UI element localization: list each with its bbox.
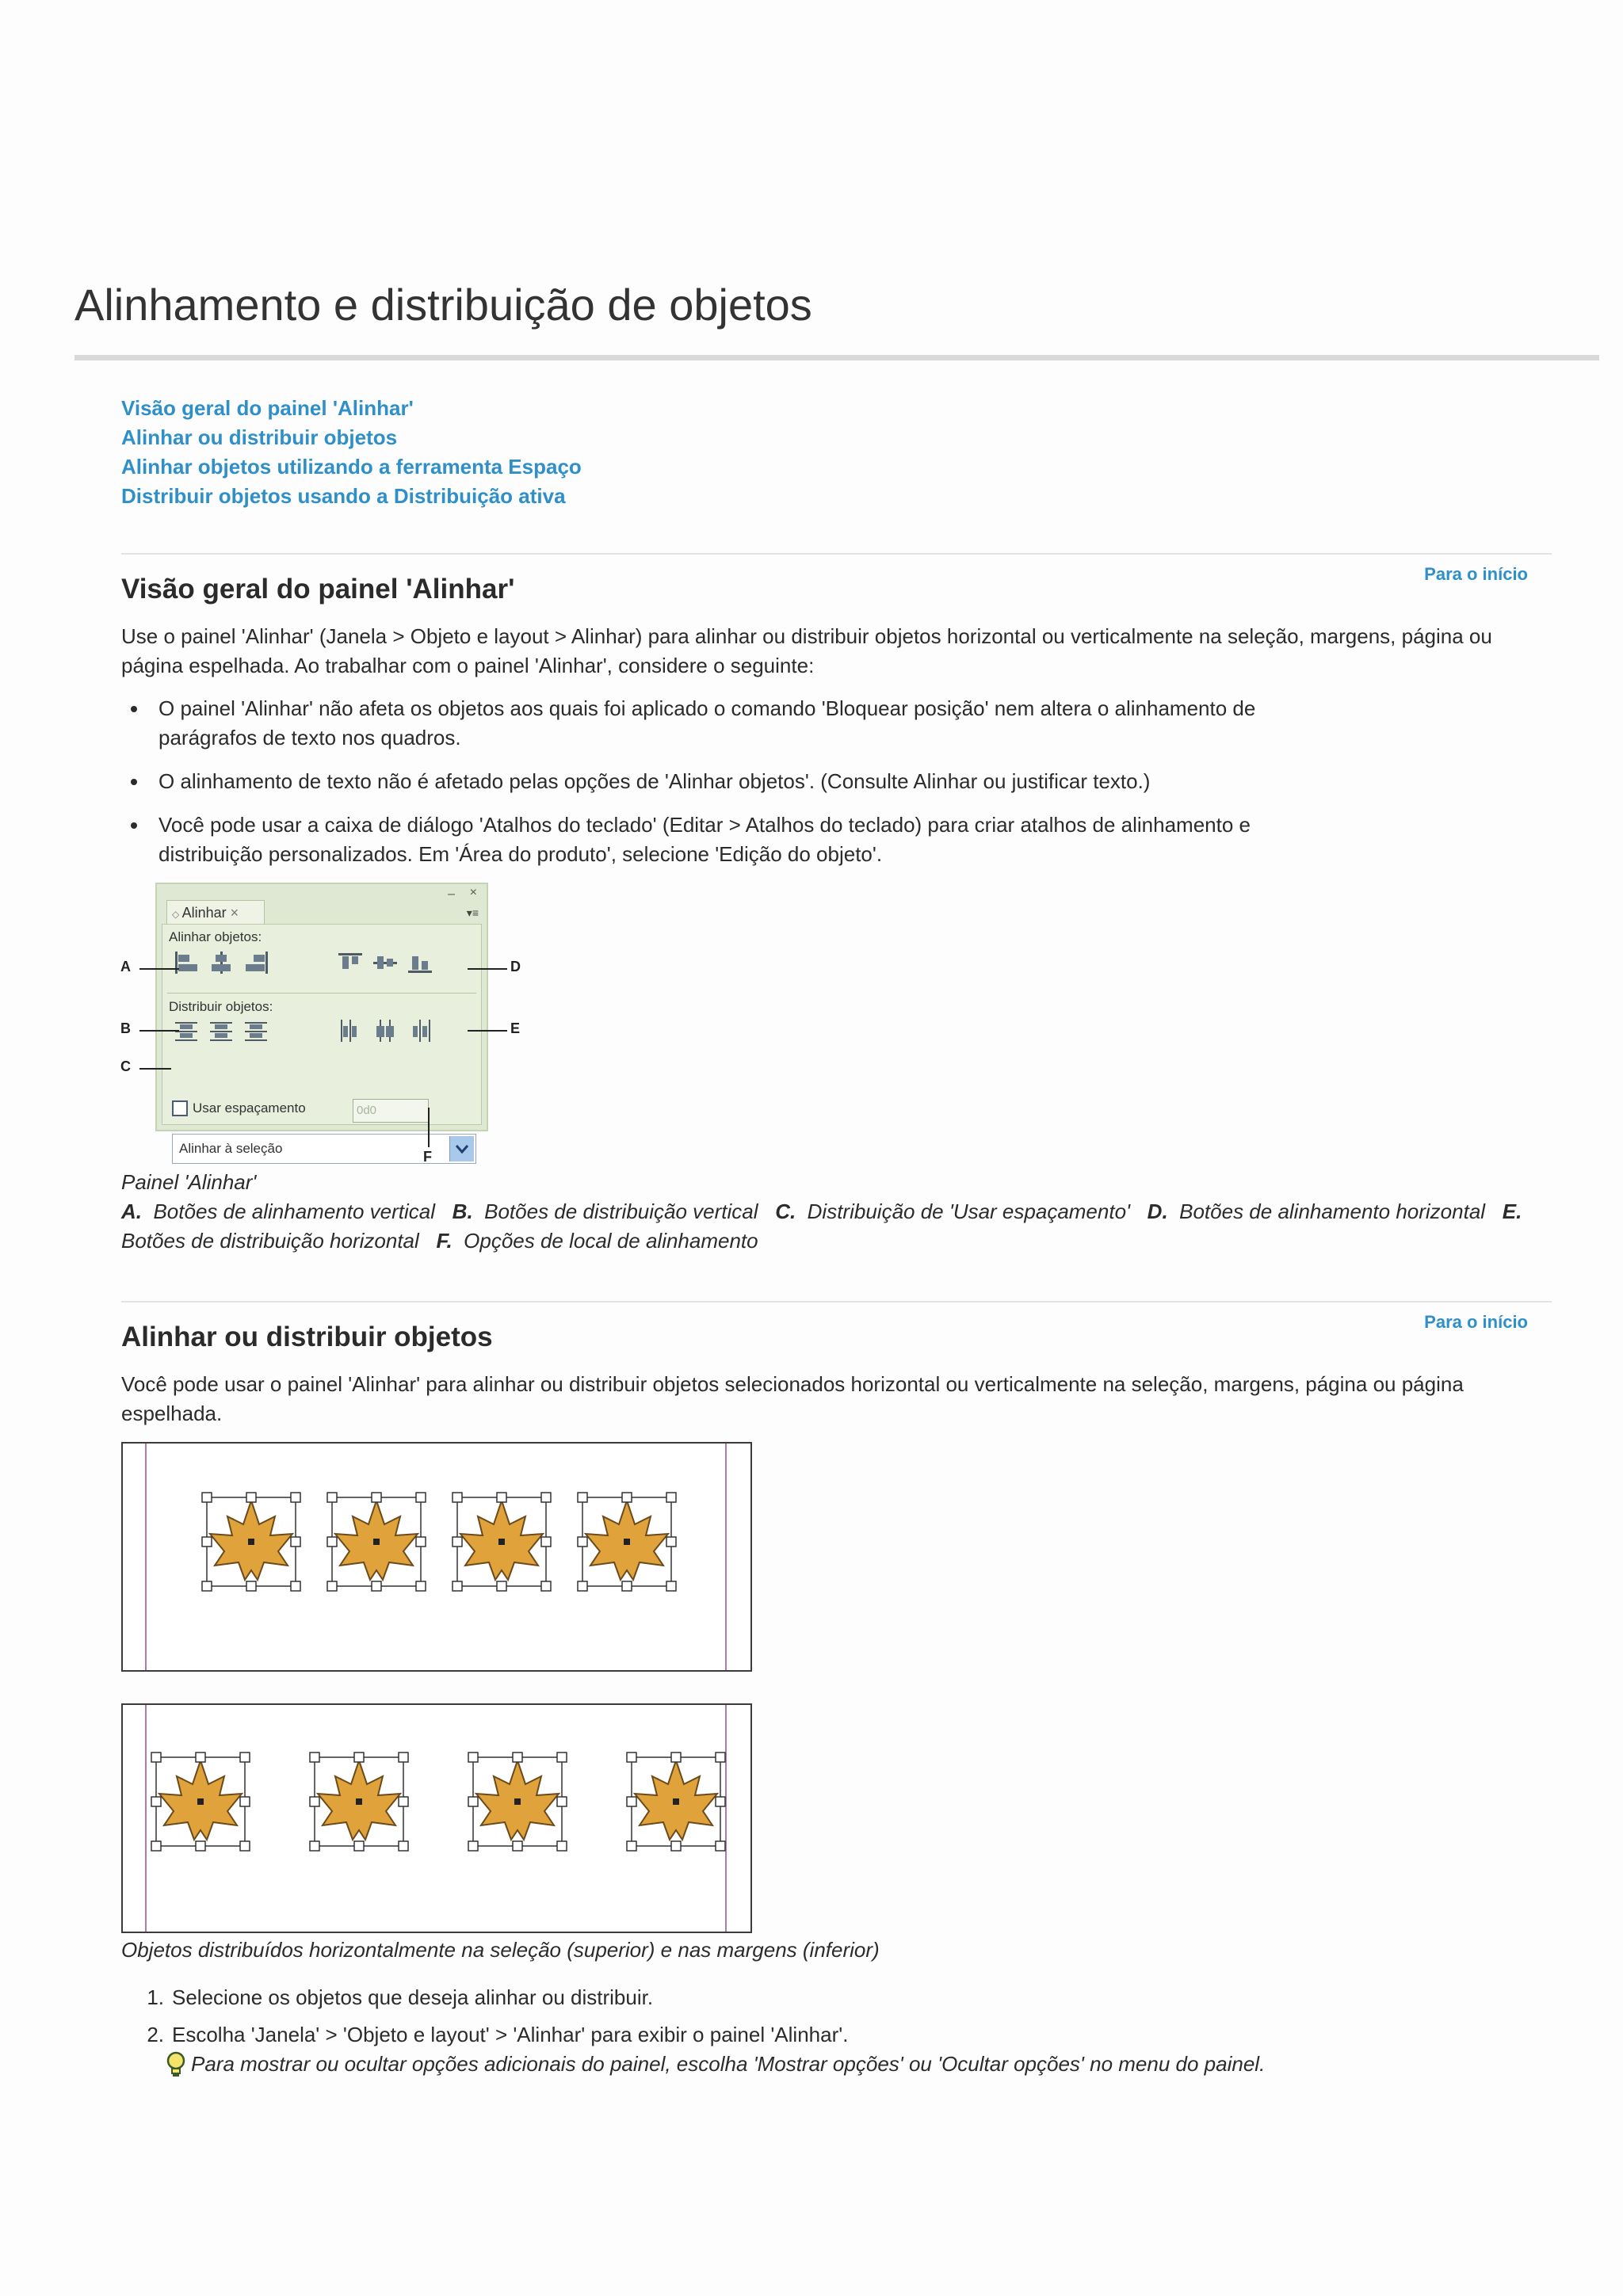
- center-point: [373, 1539, 380, 1545]
- caption-text: Botões de distribuição horizontal: [121, 1229, 419, 1253]
- distribute-vertical-centers-icon[interactable]: [208, 1020, 234, 1042]
- selection-handle: [202, 1493, 212, 1502]
- selection-handle: [453, 1581, 462, 1591]
- lightbulb-icon: [166, 2051, 186, 2078]
- vertical-align-buttons: [174, 952, 269, 974]
- leaf-object[interactable]: [310, 1753, 408, 1851]
- page-title: Alinhamento e distribuição de objetos: [74, 280, 812, 330]
- tab-alinhar[interactable]: [166, 900, 265, 924]
- align-vertical-centers-icon[interactable]: [373, 952, 399, 974]
- selection-handle: [468, 1753, 478, 1762]
- selection-handle: [372, 1581, 381, 1591]
- caption-letter: C.: [775, 1199, 796, 1223]
- align-bottom-edges-icon[interactable]: [408, 952, 433, 974]
- selection-handle: [671, 1753, 681, 1762]
- callout-line: [468, 1030, 507, 1032]
- use-spacing-label: Usar espaçamento: [193, 1100, 306, 1116]
- section-divider: [121, 1301, 1552, 1302]
- selection-handle: [151, 1797, 161, 1806]
- callout-line: [139, 1030, 179, 1032]
- align-to-value: Alinhar à seleção: [179, 1141, 283, 1156]
- selection-handle: [310, 1797, 319, 1806]
- caption-letter: F.: [436, 1229, 453, 1253]
- selection-handle: [151, 1841, 161, 1851]
- selection-handle: [497, 1493, 506, 1502]
- distribute-objects-label: Distribuir objetos:: [169, 999, 273, 1014]
- selection-handle: [310, 1841, 319, 1851]
- caption-letter: B.: [452, 1199, 473, 1223]
- callout-line: [139, 1068, 171, 1070]
- selection-handle: [399, 1753, 408, 1762]
- table-of-contents: [121, 394, 582, 511]
- section-heading: Visão geral do painel 'Alinhar': [121, 574, 515, 605]
- selection-handle: [557, 1797, 567, 1806]
- tip-note: [166, 2050, 1532, 2079]
- center-point: [624, 1539, 630, 1545]
- selection-handle: [310, 1753, 319, 1762]
- bullet-list: [121, 694, 1358, 883]
- step-text: Escolha 'Janela' > 'Objeto e layout' > 'Alinhar' para exibir o painel 'Alinhar'.: [172, 2023, 849, 2046]
- selection-handle: [666, 1581, 676, 1591]
- callout-d: D: [510, 959, 521, 974]
- callout-a: A: [120, 959, 131, 974]
- section-intro: Você pode usar o painel 'Alinhar' para alinhar ou distribuir objetos selecionados horizontal ou verticalmente na seleção, margens, página ou página espelhada.: [121, 1372, 1464, 1425]
- step-item: [121, 1983, 1532, 2012]
- selection-handle: [240, 1797, 250, 1806]
- center-point: [197, 1798, 204, 1805]
- center-point: [673, 1798, 679, 1805]
- align-objects-label: Alinhar objetos:: [169, 929, 262, 944]
- selection-handle: [202, 1537, 212, 1547]
- selection-handle: [541, 1493, 551, 1502]
- callout-line: [428, 1108, 430, 1147]
- step-text: Selecione os objetos que deseja alinhar ou distribuir.: [172, 1985, 654, 2009]
- selection-handle: [671, 1841, 681, 1851]
- caption-letter: D.: [1147, 1199, 1168, 1223]
- step-item: [121, 2020, 1532, 2079]
- back-to-top-link[interactable]: Para o início: [1424, 1312, 1528, 1332]
- title-divider: [74, 355, 1599, 360]
- selection-handle: [327, 1581, 337, 1591]
- selection-handle: [627, 1841, 636, 1851]
- selection-handle: [246, 1581, 256, 1591]
- selection-handle: [468, 1797, 478, 1806]
- bullet-item: O painel 'Alinhar' não afeta os objetos aos quais foi aplicado o comando 'Bloquear posição' nem altera o alinhamento de parágrafos de texto nos quadros.: [121, 694, 1358, 753]
- minimize-icon[interactable]: –: [448, 887, 455, 901]
- selection-handle: [399, 1841, 408, 1851]
- center-point: [498, 1539, 505, 1545]
- align-horizontal-centers-icon[interactable]: [208, 952, 234, 974]
- use-spacing-checkbox[interactable]: [172, 1100, 188, 1116]
- step-number: 1.: [147, 1985, 164, 2009]
- selection-handle: [202, 1581, 212, 1591]
- selection-handle: [666, 1493, 676, 1502]
- horizontal-distribute-buttons: [338, 1020, 433, 1042]
- caption-legend: [121, 1197, 1548, 1256]
- selection-handle: [291, 1493, 300, 1502]
- tab-label: Alinhar: [181, 905, 227, 921]
- align-panel: [155, 883, 488, 1156]
- leaf-object[interactable]: [578, 1493, 676, 1591]
- vertical-distribute-buttons: [174, 1020, 269, 1042]
- align-right-edges-icon[interactable]: [243, 952, 269, 974]
- selection-handle: [399, 1797, 408, 1806]
- distributed-selection-figure: [121, 1442, 752, 1672]
- selection-handle: [666, 1537, 676, 1547]
- selection-handle: [240, 1753, 250, 1762]
- selection-handle: [453, 1493, 462, 1502]
- caption-text: Botões de alinhamento vertical: [153, 1199, 435, 1223]
- back-to-top-link[interactable]: Para o início: [1424, 564, 1528, 584]
- panel-body: [162, 924, 482, 1156]
- tab-close-icon[interactable]: ×: [226, 905, 239, 921]
- selection-handle: [416, 1581, 426, 1591]
- selection-handle: [497, 1581, 506, 1591]
- leaf-object[interactable]: [453, 1493, 551, 1591]
- panel-divider: [167, 993, 476, 994]
- selection-handle: [541, 1537, 551, 1547]
- distribute-left-edges-icon[interactable]: [338, 1020, 364, 1042]
- panel-menu-icon[interactable]: ▾≡: [466, 906, 479, 919]
- caption-text: Opções de local de alinhamento: [464, 1229, 758, 1253]
- figure-caption: Objetos distribuídos horizontalmente na seleção (superior) e nas margens (inferior): [121, 1938, 880, 1962]
- center-point: [514, 1798, 521, 1805]
- selection-handle: [453, 1537, 462, 1547]
- selection-handle: [578, 1493, 587, 1502]
- callout-e: E: [510, 1020, 521, 1036]
- caption-title: Painel 'Alinhar': [121, 1170, 257, 1194]
- section-divider: [121, 553, 1552, 555]
- callout-b: B: [120, 1020, 131, 1036]
- distributed-margins-figure: [121, 1703, 752, 1933]
- selection-handle: [622, 1581, 632, 1591]
- figure-caption: [121, 1168, 1548, 1256]
- callout-c: C: [120, 1058, 131, 1074]
- leaf-object[interactable]: [151, 1753, 250, 1851]
- distribute-right-edges-icon[interactable]: [408, 1020, 433, 1042]
- horizontal-align-buttons: [338, 952, 433, 974]
- selection-handle: [151, 1753, 161, 1762]
- selection-handle: [240, 1841, 250, 1851]
- section-intro: Use o painel 'Alinhar' (Janela > Objeto e layout > Alinhar) para alinhar ou distribuir objetos horizontal ou verticalmente na seleção, margens, página ou página espelhada. Ao trabalhar com o painel 'Alinhar', considere o seguinte:: [121, 624, 1492, 677]
- align-top-edges-icon[interactable]: [338, 952, 364, 974]
- selection-handle: [196, 1753, 205, 1762]
- selection-handle: [291, 1581, 300, 1591]
- section-heading: Alinhar ou distribuir objetos: [121, 1322, 493, 1352]
- distribute-horizontal-centers-icon[interactable]: [373, 1020, 399, 1042]
- callout-line: [139, 968, 179, 970]
- tab-diamond-icon: ◇: [172, 909, 182, 920]
- selection-handle: [627, 1797, 636, 1806]
- leaf-object[interactable]: [202, 1493, 300, 1591]
- selection-handle: [578, 1537, 587, 1547]
- callout-f: F: [423, 1149, 432, 1165]
- tip-text: Para mostrar ou ocultar opções adicionais do painel, escolha 'Mostrar opções' ou 'Ocultar opções' no menu do painel.: [191, 2052, 1266, 2076]
- selection-handle: [716, 1841, 725, 1851]
- toc-link-alinhar-distribuir[interactable]: Alinhar ou distribuir objetos: [121, 425, 398, 449]
- selection-handle: [372, 1493, 381, 1502]
- leaf-object[interactable]: [627, 1753, 725, 1851]
- close-icon[interactable]: ×: [469, 886, 477, 899]
- selection-handle: [716, 1753, 725, 1762]
- bullet-item: Você pode usar a caixa de diálogo 'Atalhos do teclado' (Editar > Atalhos do teclado) para criar atalhos de alinhamento e distribuição personalizados. Em 'Área do produto', selecione 'Edição do objeto'.: [121, 810, 1358, 869]
- leaf-object[interactable]: [468, 1753, 567, 1851]
- selection-handle: [513, 1753, 522, 1762]
- toc-link-ferramenta-espaco[interactable]: Alinhar objetos utilizando a ferramenta Espaço: [121, 455, 582, 479]
- caption-letter: A.: [121, 1199, 142, 1223]
- caption-text: Botões de distribuição vertical: [484, 1199, 758, 1223]
- selection-handle: [541, 1581, 551, 1591]
- selection-handle: [416, 1537, 426, 1547]
- caption-text: Botões de alinhamento horizontal: [1179, 1199, 1486, 1223]
- selection-handle: [622, 1493, 632, 1502]
- selection-handle: [557, 1841, 567, 1851]
- selection-handle: [578, 1581, 587, 1591]
- align-panel-figure: [119, 878, 531, 1171]
- selection-handle: [246, 1493, 256, 1502]
- step-list: [121, 1983, 1532, 2087]
- spacing-input[interactable]: 0d0: [353, 1099, 429, 1123]
- align-left-edges-icon[interactable]: [174, 952, 199, 974]
- selection-handle: [627, 1753, 636, 1762]
- center-point: [248, 1539, 254, 1545]
- selection-handle: [354, 1841, 364, 1851]
- chevron-down-icon[interactable]: [449, 1136, 474, 1161]
- selection-handle: [327, 1537, 337, 1547]
- callout-line: [468, 968, 507, 970]
- distribute-bottom-edges-icon[interactable]: [243, 1020, 269, 1042]
- leaf-object[interactable]: [327, 1493, 426, 1591]
- selection-handle: [327, 1493, 337, 1502]
- caption-text: Distribuição de 'Usar espaçamento': [807, 1199, 1130, 1223]
- caption-letter: E.: [1502, 1199, 1522, 1223]
- selection-handle: [291, 1537, 300, 1547]
- selection-handle: [196, 1841, 205, 1851]
- selection-handle: [513, 1841, 522, 1851]
- toc-link-distribuicao-ativa[interactable]: Distribuir objetos usando a Distribuição ativa: [121, 484, 566, 508]
- selection-handle: [354, 1753, 364, 1762]
- center-point: [356, 1798, 362, 1805]
- selection-handle: [468, 1841, 478, 1851]
- selection-handle: [716, 1797, 725, 1806]
- selection-handle: [416, 1493, 426, 1502]
- step-number: 2.: [147, 2023, 164, 2046]
- toc-link-painel-alinhar[interactable]: Visão geral do painel 'Alinhar': [121, 396, 414, 420]
- selection-handle: [557, 1753, 567, 1762]
- bullet-item: O alinhamento de texto não é afetado pelas opções de 'Alinhar objetos'. (Consulte Alinhar ou justificar texto.): [121, 767, 1358, 796]
